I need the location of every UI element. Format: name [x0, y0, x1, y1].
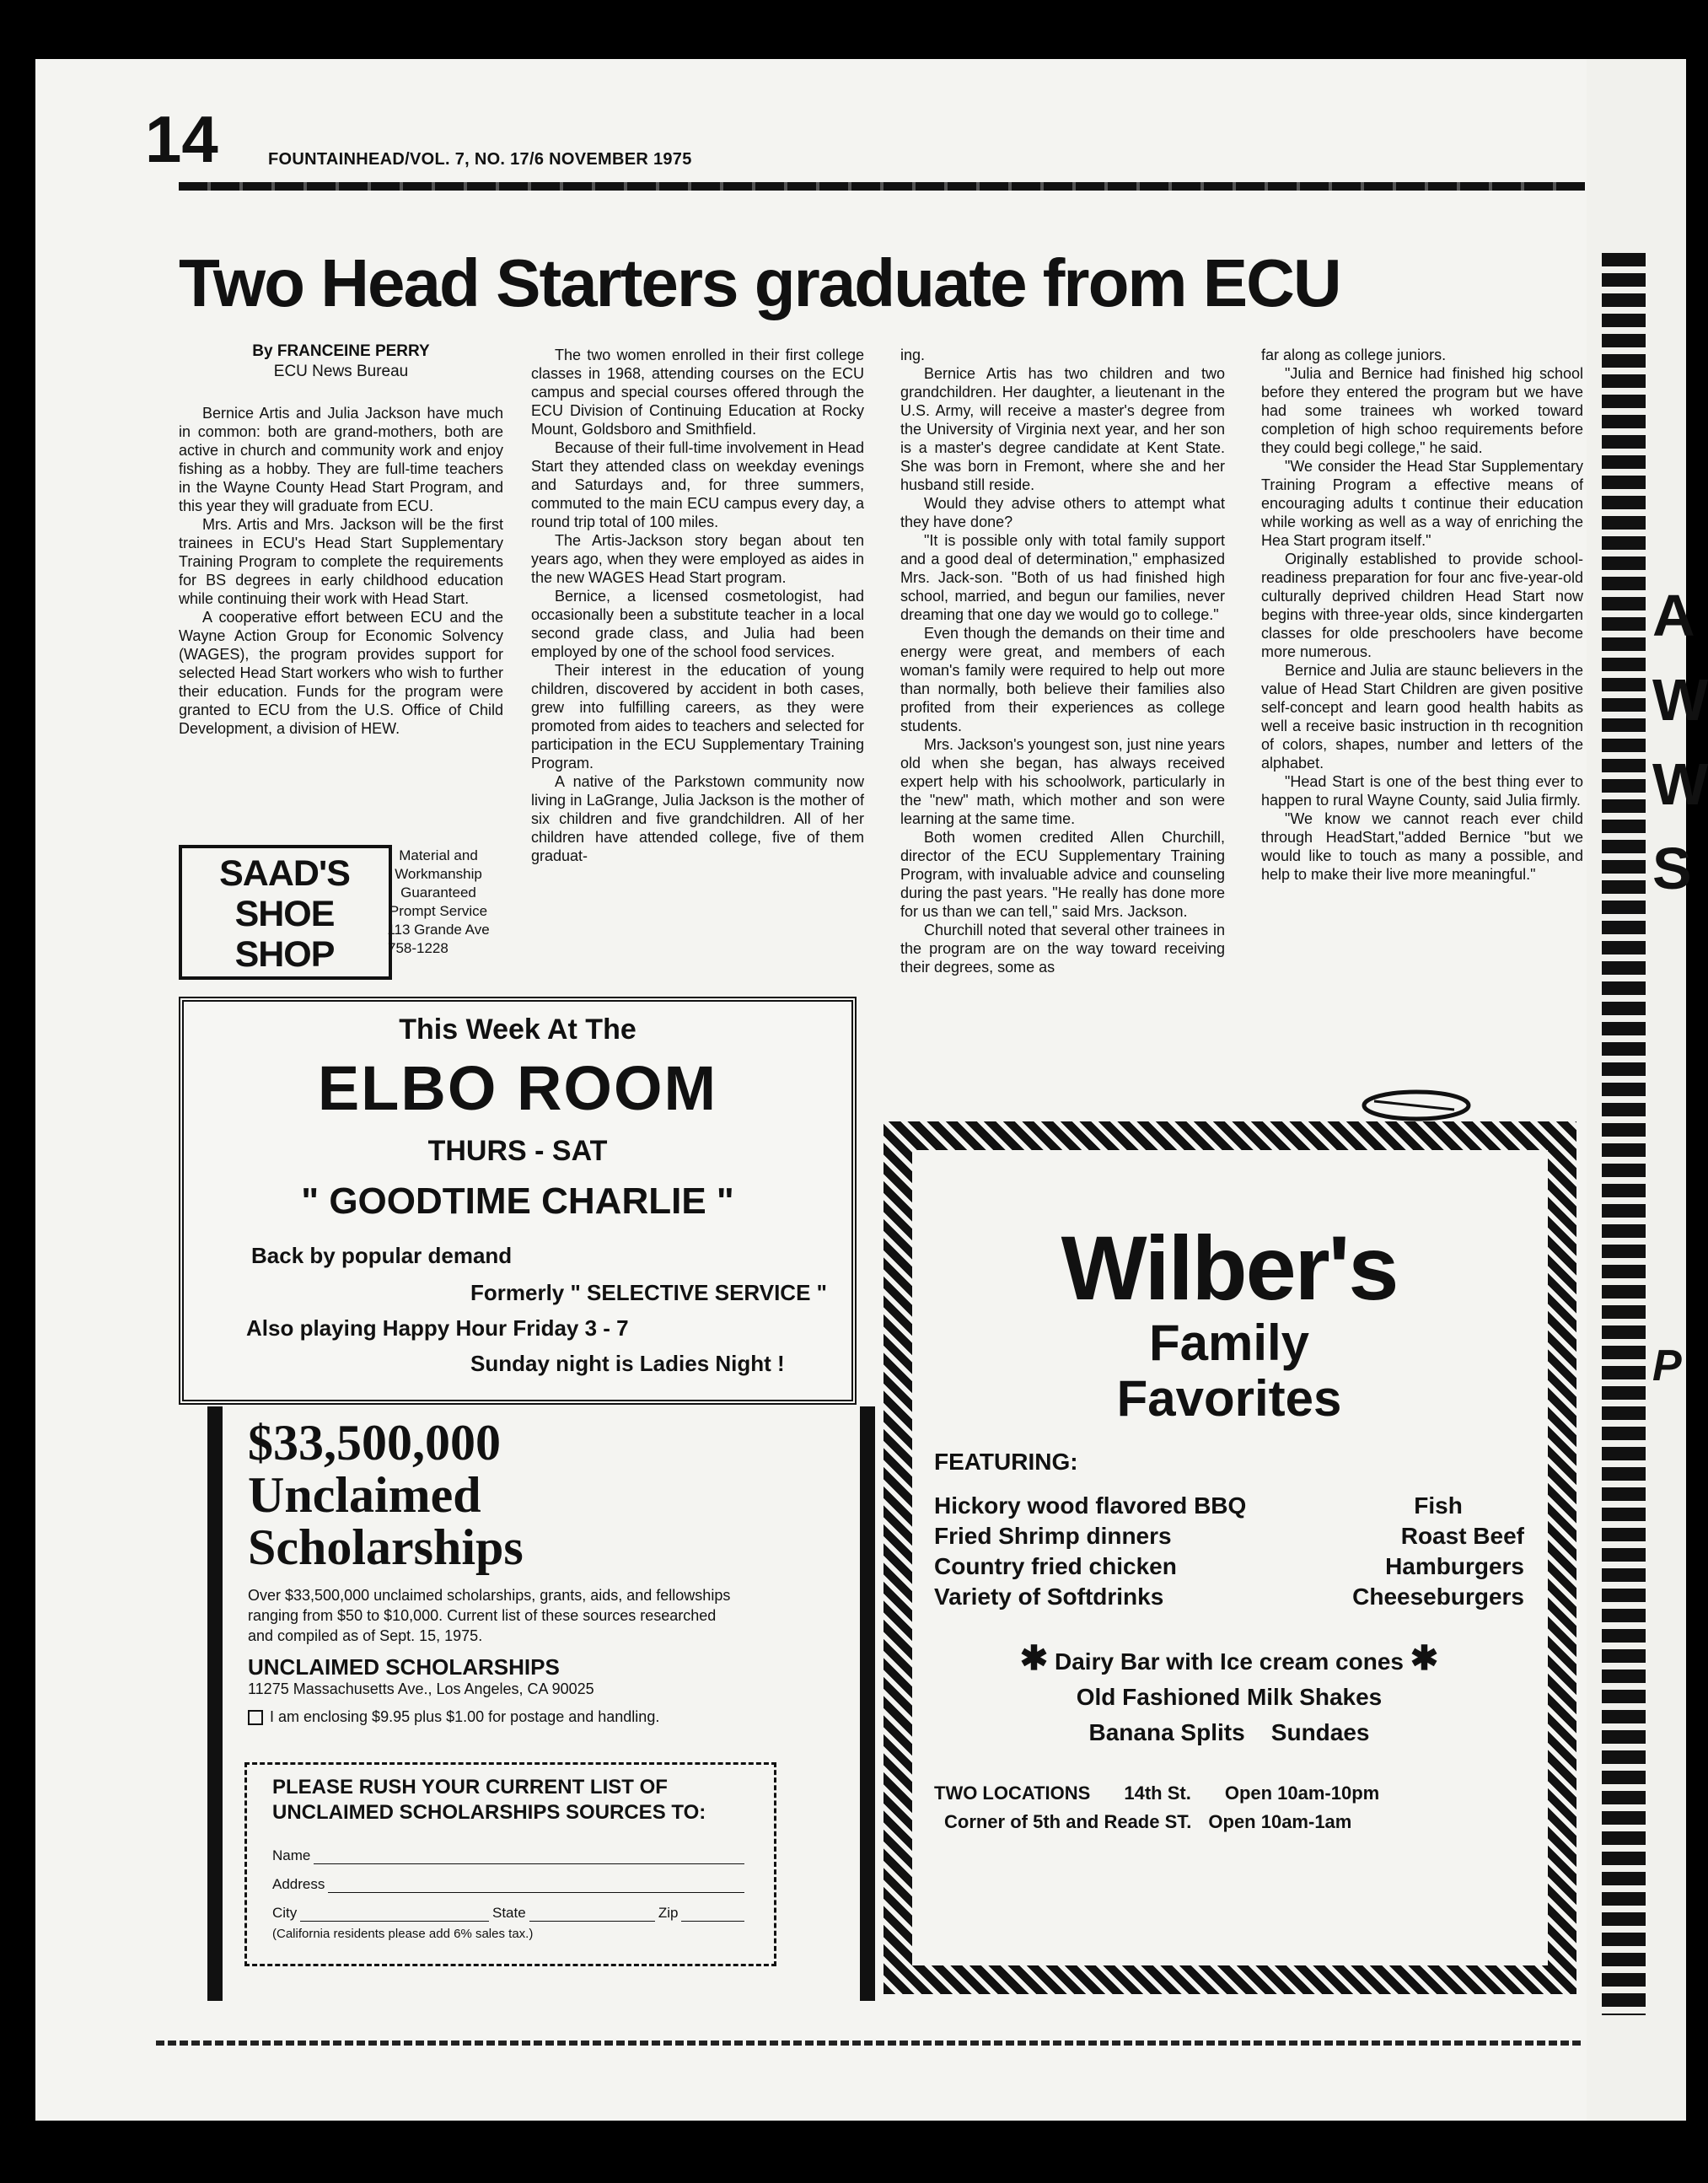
wilbers-ad: [884, 1121, 1576, 1994]
shoe-info-line: Workmanship: [395, 866, 482, 882]
dairy-text: Dairy Bar with Ice cream cones: [1055, 1648, 1404, 1675]
menu-item: Roast Beef: [1400, 1523, 1524, 1549]
paragraph: ing.: [900, 347, 926, 363]
header-rule: [179, 182, 1585, 191]
tax-note: (California residents please add 6% sales tax.): [272, 1927, 534, 1941]
shoe-info-line: Prompt Service: [389, 903, 488, 919]
wilbers-ad-content: [934, 1180, 1524, 1836]
footer-rule: [156, 2041, 1581, 2046]
menu-item: Hamburgers: [1385, 1553, 1524, 1579]
menu-right: [1352, 1491, 1524, 1612]
adjacent-page-fragment: S: [1652, 836, 1692, 901]
coupon-header-line: PLEASE RUSH YOUR CURRENT LIST OF: [272, 1776, 668, 1799]
article-column-4: [1261, 346, 1583, 884]
splits-line: [934, 1715, 1524, 1750]
enclose-checkbox[interactable]: [248, 1710, 263, 1725]
shoe-info-line: Guaranteed: [400, 884, 476, 901]
article-column-1: [179, 341, 503, 738]
byline-name: By FRANCEINE PERRY: [252, 342, 430, 360]
paragraph: Bernice Artis has two children and two grandchildren. Her daughter, a lieutenant in the U.S. Army, will receive a master's degree from the University of Virginia next year, and her son is a master's degree candidate at Kent State. She was born in Fremont, where she and her husband still reside.: [900, 365, 1225, 493]
paragraph: Originally established to provide school-readiness preparation for four anc five-year-old culturally deprived children Head Start now begins with three-year olds, since kindergarten classes for olde preschoolers have become more numerous.: [1261, 551, 1583, 660]
locations-label: TWO LOCATIONS: [934, 1782, 1091, 1804]
featuring-label: FEATURING:: [934, 1449, 1078, 1475]
paragraph: A native of the Parkstown community now living in LaGrange, Julia Jackson is the mother of six children and five grandchildren. All of her children have attended college, five of them graduat-: [531, 773, 864, 864]
menu-item: Cheeseburgers: [1352, 1583, 1524, 1610]
menu-items: [934, 1491, 1524, 1612]
menu-item: Fish: [1414, 1492, 1463, 1519]
logo-line: SHOE: [234, 894, 335, 934]
paragraph: Would they advise others to attempt what they have done?: [900, 495, 1225, 530]
zip-field[interactable]: [681, 1905, 744, 1922]
zip-label: Zip: [658, 1905, 679, 1921]
state-label: State: [491, 1905, 526, 1921]
wilbers-sub: Favorites: [1116, 1370, 1342, 1427]
elbo-room-ad: [179, 997, 857, 1405]
folio-line: FOUNTAINHEAD/VOL. 7, NO. 17/6 NOVEMBER 1975: [268, 150, 692, 169]
paragraph: Because of their full-time involvement in Head Start they attended class on weekday evenings and Saturdays and, for three summers, commuted to the main ECU campus every day, a round trip total of 100 miles.: [531, 439, 864, 530]
location-name: Corner of 5th and Reade ST.: [944, 1811, 1192, 1832]
address-label: Address: [272, 1876, 325, 1892]
paragraph: Their interest in the education of young children, discovered by accident in both cases, grew into fulfilling careers, as they were promoted from aides to teachers and selected for participation in the ECU Supplementary Training Program.: [531, 662, 864, 772]
shakes-text: Old Fashioned Milk Shakes: [1076, 1684, 1383, 1710]
adjacent-page-fragment: W: [1652, 667, 1708, 733]
city-label: City: [272, 1905, 298, 1921]
location-row: [934, 1779, 1524, 1808]
logo-line: SHOP: [234, 934, 335, 975]
scholarship-body: Over $33,500,000 unclaimed scholarships, grants, aids, and fellowships ranging from $50 to $10,000. Current list of these sources researched and compiled as of Sept. 15, 1975.: [248, 1587, 731, 1644]
wilbers-name: Wilber's: [1061, 1217, 1398, 1319]
wilbers-sub: Family: [1148, 1315, 1310, 1371]
coupon-header-line: UNCLAIMED SCHOLARSHIPS SOURCES TO:: [272, 1801, 706, 1824]
page-number: 14: [145, 102, 218, 176]
asterisk-icon: ✱: [1019, 1640, 1049, 1677]
paragraph: far along as college juniors.: [1261, 347, 1447, 363]
paragraph: "We consider the Head Star Supplementary Training Program a effective means of encouraging adults t continue their education while working as well as a way of enriching the Hea Start program itself.": [1261, 458, 1583, 549]
location-hours: Open 10am-10pm: [1224, 1782, 1380, 1804]
splits-text: Banana Splits: [1088, 1719, 1245, 1745]
menu-item: Country fried chicken: [934, 1553, 1177, 1579]
shoe-phone: 758-1228: [388, 940, 448, 956]
enclose-line: [248, 1708, 766, 1726]
scholarship-amount: $33,500,000: [248, 1415, 501, 1471]
shoe-shop-logo: [194, 853, 375, 975]
adjacent-page-edge: [1587, 59, 1708, 2121]
scholarship-address: 11275 Massachusetts Ave., Los Angeles, CA 90025: [248, 1680, 594, 1697]
headline: Two Head Starters graduate from ECU: [179, 245, 1340, 320]
sundaes-text: Sundaes: [1270, 1719, 1370, 1745]
menu-left: [934, 1491, 1246, 1612]
location-name: 14th St.: [1124, 1782, 1191, 1804]
dairy-line: [934, 1641, 1524, 1680]
article-column-2: [531, 346, 864, 865]
paragraph: Even though the demands on their time and energy were great, and members of each woman's family were required to help out more than normally, both believe their families also profited from their experiences as college students.: [900, 625, 1225, 734]
name-field[interactable]: [314, 1847, 744, 1864]
paragraph: Both women credited Allen Churchill, director of the ECU Supplementary Training Program, with invaluable advice and counseling during the past years. "He really has done more for us than we can tell," said Mrs. Jackson.: [900, 829, 1225, 920]
paragraph: The Artis-Jackson story began about ten years ago, when they were employed as aides in the new WAGES Head Start program.: [531, 532, 864, 586]
paragraph: "We know we cannot reach ever child through HeadStart,"added Bernice "but we would like to touch as many a possible, and help to make their live more meaningful.": [1261, 810, 1583, 883]
city-field[interactable]: [300, 1905, 489, 1922]
adjacent-page-border: [1602, 253, 1646, 2015]
elbo-line: Also playing Happy Hour Friday 3 - 7: [246, 1315, 629, 1341]
scholarship-ad-content: [248, 1417, 766, 1726]
adjacent-page-fragment: A: [1652, 583, 1695, 648]
enclose-text: I am enclosing $9.95 plus $1.00 for postage and handling.: [270, 1708, 660, 1725]
asterisk-icon: ✱: [1410, 1640, 1439, 1677]
address-field[interactable]: [328, 1876, 744, 1893]
elbo-intro: This Week At The: [399, 1014, 636, 1046]
scholarship-title: Unclaimed: [248, 1467, 481, 1523]
order-coupon: [244, 1762, 776, 1966]
byline-org: ECU News Bureau: [273, 363, 409, 380]
article-column-3: [900, 346, 1225, 976]
paragraph: Mrs. Jackson's youngest son, just nine years old when she began, has always received expert help with his schoolwork, particularly in the "new" math, which mother and son were learning at the same time.: [900, 736, 1225, 827]
shoe-shop-info: [354, 847, 523, 958]
shoe-address: 113 Grande Ave: [387, 922, 490, 938]
paragraph: Bernice, a licensed cosmetologist, had occasionally been a substitute teacher in a local second grade class, and Julia had been employed by one of the school food services.: [531, 588, 864, 660]
adjacent-page-fragment: P: [1652, 1342, 1682, 1390]
state-field[interactable]: [529, 1905, 655, 1922]
adjacent-page-fragment: W: [1652, 751, 1708, 817]
paragraph: "Julia and Bernice had finished hig school before they entered the program but we have had some trainees wh worked toward completion of high schoo requirements before they could begi college," he said.: [1261, 365, 1583, 456]
menu-item: Variety of Softdrinks: [934, 1583, 1164, 1610]
paragraph: "It is possible only with total family support and a good deal of determination," emphasized Mrs. Jack-son. "Both of us had finished high school, married, and begun our families, never dreaming that one day we would go to college.": [900, 532, 1225, 623]
paragraph: Bernice Artis and Julia Jackson have much in common: both are grand-mothers, both are active in church and community work and enjoy fishing as a hobby. They are full-time teachers in the Wayne County Head Start Program, and this year they will graduate from ECU.: [179, 405, 503, 514]
scholarship-title: Scholarships: [248, 1519, 524, 1575]
paragraph: A cooperative effort between ECU and the Wayne Action Group for Economic Solvency (WAGES), the program provides support for selected Head Start workers who wish to further their education. Funds for the program were granted to ECU from the U.S. Office of Child Development, a division of HEW.: [179, 609, 503, 737]
byline: [179, 341, 503, 382]
elbo-line: Formerly " SELECTIVE SERVICE ": [470, 1280, 827, 1305]
name-label: Name: [272, 1847, 311, 1863]
elbo-band: " GOODTIME CHARLIE ": [301, 1180, 734, 1222]
location-row: [934, 1808, 1524, 1836]
elbo-line: Sunday night is Ladies Night !: [470, 1351, 785, 1376]
coupon-fields: [272, 1847, 744, 1941]
elbo-name: ELBO ROOM: [317, 1053, 718, 1123]
scholarship-org: UNCLAIMED SCHOLARSHIPS: [248, 1654, 560, 1680]
shoe-info-line: Material and: [399, 847, 478, 863]
paragraph: Bernice and Julia are staunc believers in the value of Head Start Children are given positive self-concept and learn good health habits as well a receive basic instruction in th recognition of colors, shapes, number and letters of the alphabet.: [1261, 662, 1583, 772]
paragraph: "Head Start is one of the best thing ever to happen to rural Wayne County, said Julia firmly.: [1261, 773, 1583, 809]
elbo-line: Back by popular demand: [251, 1243, 513, 1268]
menu-item: Hickory wood flavored BBQ: [934, 1492, 1247, 1519]
paragraph: Mrs. Artis and Mrs. Jackson will be the first trainees in ECU's Head Start Supplementary Training Program to complete the requirements for BS degrees in early childhood education while continuing their work with Head Start.: [179, 516, 503, 607]
paragraph: Churchill noted that several other trainees in the program are on the way toward receiving their degrees, some as: [900, 922, 1225, 976]
paragraph: The two women enrolled in their first college classes in 1968, attending courses on the ECU campus and special courses offered through the ECU Division of Continuing Education at Rocky Mount, Goldsboro and Smithfield.: [531, 347, 864, 438]
menu-item: Fried Shrimp dinners: [934, 1523, 1172, 1549]
elbo-days: THURS - SAT: [427, 1135, 608, 1167]
locations: [934, 1779, 1524, 1836]
logo-line: SAAD'S: [219, 853, 350, 894]
safety-pin-icon: [1357, 1086, 1475, 1125]
dairy-section: [934, 1641, 1524, 1750]
location-hours: Open 10am-1am: [1208, 1811, 1352, 1832]
coupon-header: [272, 1775, 706, 1825]
